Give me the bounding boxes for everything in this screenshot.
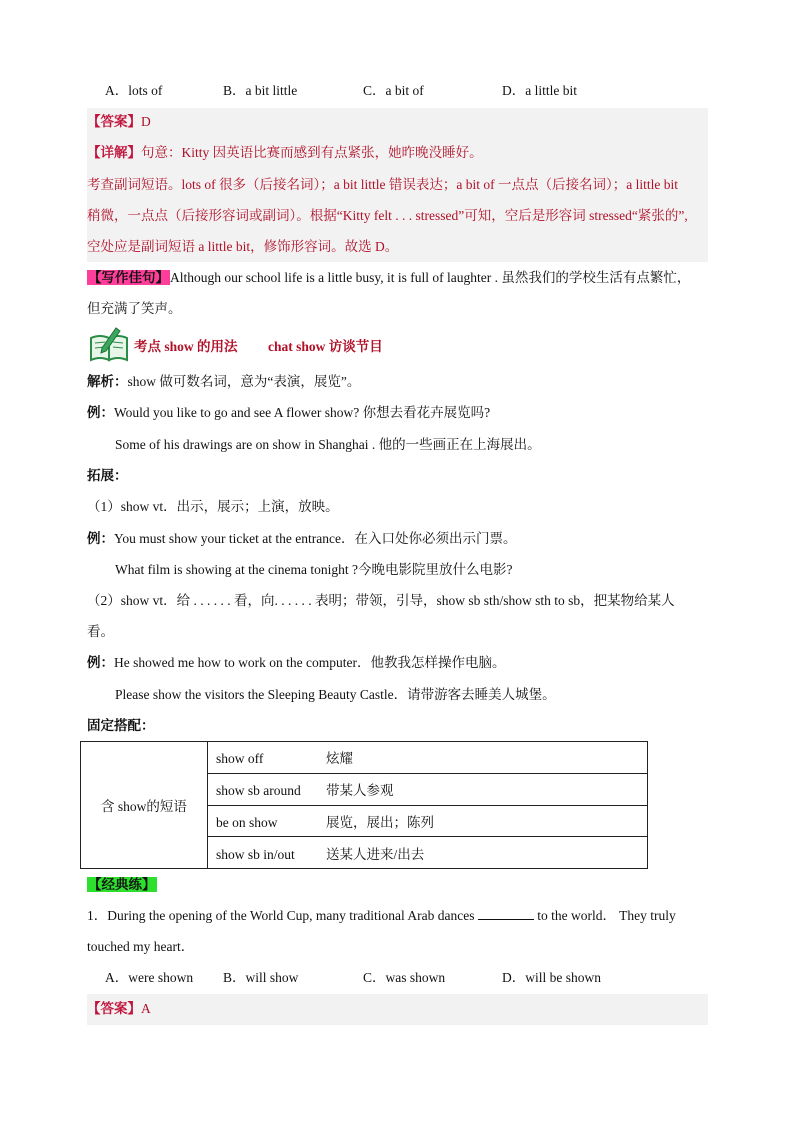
question-text-b: to the world． They truly — [537, 908, 676, 923]
option-b: B．a bit little — [223, 83, 298, 98]
phrase-meaning: 展览，展出；陈列 — [326, 814, 434, 830]
phrase-meaning: 炫耀 — [326, 751, 353, 767]
example-text: You must show your ticket at the entrance．在入口处你必须出示门票。 — [114, 531, 517, 546]
example-label: 例： — [87, 531, 114, 546]
answer-value: D — [141, 114, 151, 129]
extension-item-2-example-1 — [87, 653, 505, 673]
book-pencil-icon — [88, 326, 132, 364]
practice-tag: 【经典练】 — [88, 877, 156, 892]
fixed-label: 固定搭配： — [87, 718, 155, 733]
practice-answer-tag: 【答案】 — [87, 1001, 141, 1016]
analysis-label: 解析： — [87, 374, 128, 389]
writing-text-1: Although our school life is a little busy, it is full of laughter . 虽然我们的学校生活有点繁忙， — [170, 270, 691, 285]
detail-text-1: 句意：Kitty 因英语比赛而感到有点紧张，她昨晚没睡好。 — [141, 145, 483, 160]
example-text: He showed me how to work on the computer．他教我怎样操作电脑。 — [114, 655, 506, 670]
detail-tag: 【详解】 — [87, 145, 141, 160]
extension-item-2-line-1: （2）show vt．给 . . . . . . 看，向. . . . . . 表明；带领，引导，show sb sth/show sth to sb，把某物给某人 — [87, 593, 675, 608]
phrase: be on show — [216, 814, 278, 830]
analysis-example-2: Some of his drawings are on show in Shanghai . 他的一些画正在上海展出。 — [115, 437, 541, 452]
phrase-cell — [208, 742, 648, 774]
writing-line-2: 但充满了笑声。 — [87, 301, 182, 316]
question-text-a: 1．During the opening of the World Cup, many traditional Arab dances — [87, 908, 475, 923]
practice-question-line-2: touched my heart． — [87, 939, 195, 954]
practice-question-line-1 — [87, 906, 676, 926]
phrase-meaning: 带某人参观 — [326, 783, 394, 799]
analysis-line — [87, 372, 360, 392]
phrase-meaning: 送某人进来/出去 — [326, 846, 425, 862]
table-row — [81, 742, 648, 774]
extension-item-2-line-2: 看。 — [87, 624, 114, 639]
practice-option-b: B．will show — [223, 970, 299, 985]
phrase-group-label: 含 show的短语 — [81, 742, 208, 869]
practice-tag-line — [87, 875, 157, 895]
phrase-cell — [208, 773, 648, 805]
practice-answer-value: A — [141, 1001, 151, 1016]
writing-tag: 【写作佳句】 — [88, 270, 169, 285]
example-label: 例： — [87, 405, 114, 420]
example-label: 例： — [87, 655, 114, 670]
phrase: show sb around — [216, 783, 301, 799]
analysis-example-1 — [87, 403, 490, 423]
phrase: show off — [216, 751, 264, 767]
topic-subtitle: chat show 访谈节目 — [268, 339, 383, 354]
extension-item-1-example-2: What film is showing at the cinema tonight ?今晚电影院里放什么电影? — [115, 562, 513, 577]
example-text-1: Would you like to go and see A flower show? 你想去看花卉展览吗? — [114, 405, 491, 420]
practice-option-d: D．will be shown — [502, 970, 601, 985]
extension-label: 拓展： — [87, 468, 128, 483]
answer-tag: 【答案】 — [87, 114, 141, 129]
detail-line-3: 稍微，一点点（后接形容词或副词）。根据“Kitty felt . . . stressed”可知，空后是形容词 stressed“紧张的”, — [87, 208, 688, 223]
answer-blank — [478, 906, 534, 920]
phrase: show sb in/out — [216, 846, 295, 862]
phrase-table — [80, 741, 648, 869]
phrase-cell — [208, 805, 648, 837]
extension-item-2-example-2: Please show the visitors the Sleeping Beauty Castle．请带游客去睡美人城堡。 — [115, 687, 556, 702]
extension-item-1-example-1 — [87, 529, 516, 549]
extension-item-1: （1）show vt．出示，展示；上演，放映。 — [87, 499, 339, 514]
option-c: C．a bit of — [363, 83, 424, 98]
phrase-cell — [208, 837, 648, 869]
option-d: D．a little bit — [502, 83, 577, 98]
detail-line-1 — [87, 143, 483, 163]
topic-title: 考点 show 的用法 — [134, 339, 238, 354]
detail-line-4: 空处应是副词短语 a little bit，修饰形容词。故选 D。 — [87, 239, 399, 254]
detail-line-2: 考查副词短语。lots of 很多（后接名词）；a bit little 错误表达；a bit of 一点点（后接名词）；a little bit — [87, 177, 678, 192]
practice-option-a: A．were shown — [105, 970, 194, 985]
practice-option-c: C．was shown — [363, 970, 446, 985]
option-a: A．lots of — [105, 83, 163, 98]
practice-answer-line — [87, 999, 151, 1019]
writing-line-1 — [87, 268, 690, 288]
answer-line — [87, 112, 151, 132]
analysis-text: show 做可数名词，意为“表演，展览”。 — [127, 374, 361, 389]
practice-answer-block — [87, 994, 708, 1025]
